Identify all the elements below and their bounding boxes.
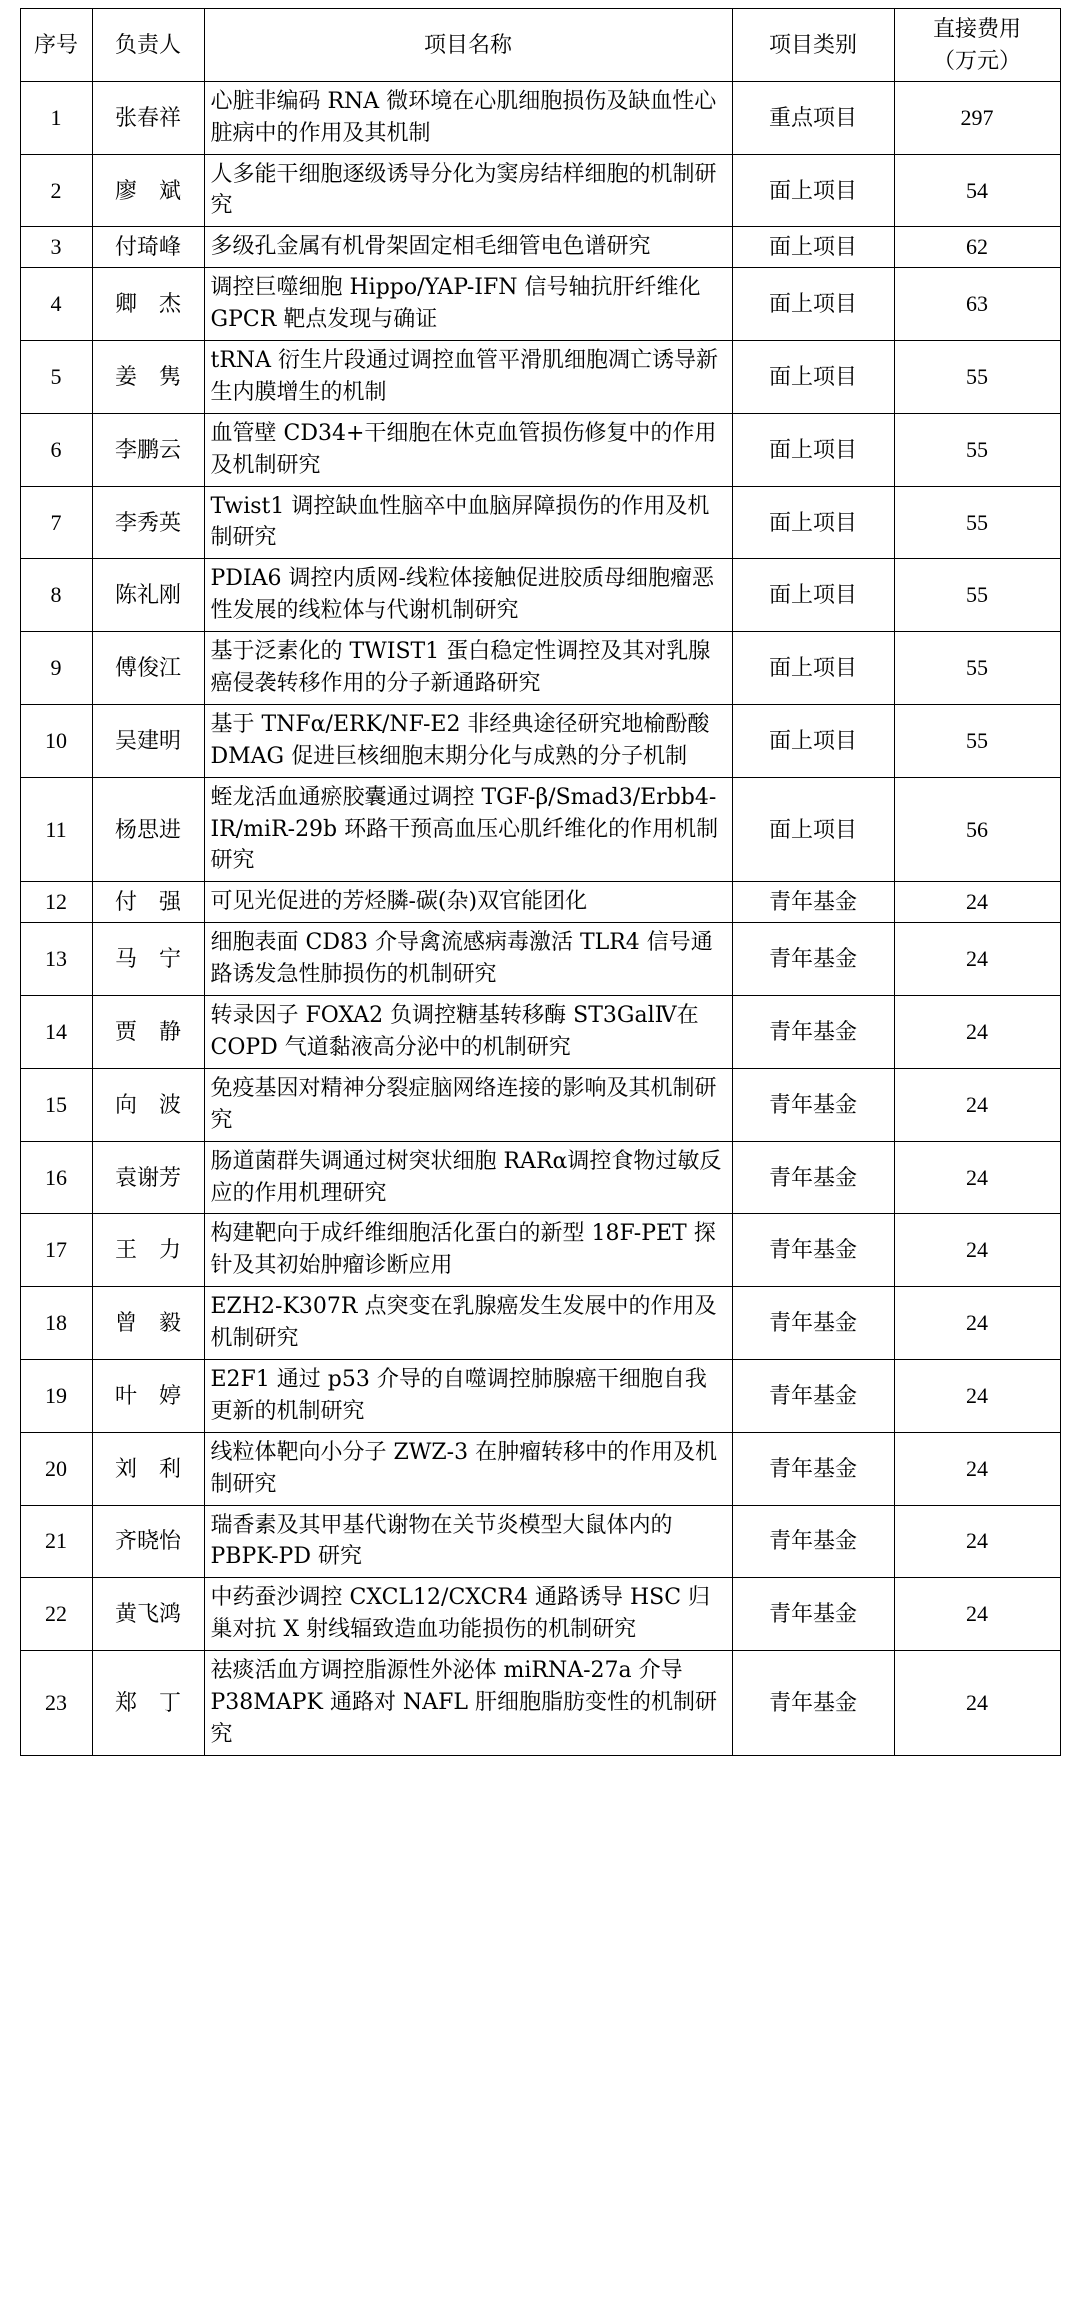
cell-funding: 24 — [894, 1068, 1060, 1141]
cell-seq: 14 — [20, 996, 92, 1069]
cell-project-name: 基于 TNFα/ERK/NF-E2 非经典途径研究地榆酚酸 DMAG 促进巨核细胞末期分化与成熟的分子机制 — [204, 704, 732, 777]
cell-seq: 20 — [20, 1432, 92, 1505]
cell-funding: 24 — [894, 882, 1060, 923]
table-row — [20, 413, 1060, 486]
cell-pi: 黄飞鸿 — [92, 1578, 204, 1651]
header-row — [20, 9, 1060, 82]
table-row — [20, 1359, 1060, 1432]
cell-project-type: 重点项目 — [732, 81, 894, 154]
cell-seq: 10 — [20, 704, 92, 777]
cell-project-type: 面上项目 — [732, 227, 894, 268]
table-body — [20, 81, 1060, 1755]
cell-funding: 55 — [894, 704, 1060, 777]
cell-pi: 陈礼刚 — [92, 559, 204, 632]
cell-pi: 傅俊江 — [92, 632, 204, 705]
cell-project-type: 青年基金 — [732, 1432, 894, 1505]
cell-project-name: 线粒体靶向小分子 ZWZ-3 在肿瘤转移中的作用及机制研究 — [204, 1432, 732, 1505]
column-header-direct-funding-line1: 直接费用 — [932, 16, 1021, 41]
cell-pi: 王 力 — [92, 1214, 204, 1287]
cell-project-name: EZH2-K307R 点突变在乳腺癌发生发展中的作用及机制研究 — [204, 1287, 732, 1360]
table-header — [20, 9, 1060, 82]
cell-project-name: Twist1 调控缺血性脑卒中血脑屏障损伤的作用及机制研究 — [204, 486, 732, 559]
cell-seq: 11 — [20, 777, 92, 882]
cell-project-type: 面上项目 — [732, 486, 894, 559]
cell-funding: 63 — [894, 268, 1060, 341]
cell-project-name: 心脏非编码 RNA 微环境在心肌细胞损伤及缺血性心脏病中的作用及其机制 — [204, 81, 732, 154]
cell-pi: 向 波 — [92, 1068, 204, 1141]
table-row — [20, 1068, 1060, 1141]
cell-pi: 卿 杰 — [92, 268, 204, 341]
cell-pi: 刘 利 — [92, 1432, 204, 1505]
table-row — [20, 1651, 1060, 1756]
column-header-project-type: 项目类别 — [732, 9, 894, 82]
table-row — [20, 559, 1060, 632]
table-row — [20, 1505, 1060, 1578]
cell-pi: 叶 婷 — [92, 1359, 204, 1432]
cell-project-name: 可见光促进的芳烃膦-碳(杂)双官能团化 — [204, 882, 732, 923]
table-row — [20, 632, 1060, 705]
cell-funding: 24 — [894, 1578, 1060, 1651]
cell-seq: 5 — [20, 341, 92, 414]
cell-project-name: tRNA 衍生片段通过调控血管平滑肌细胞凋亡诱导新生内膜增生的机制 — [204, 341, 732, 414]
grant-project-table — [20, 8, 1061, 1756]
cell-project-name: 免疫基因对精神分裂症脑网络连接的影响及其机制研究 — [204, 1068, 732, 1141]
cell-funding: 24 — [894, 1141, 1060, 1214]
cell-project-name: 细胞表面 CD83 介导禽流感病毒激活 TLR4 信号通路诱发急性肺损伤的机制研究 — [204, 923, 732, 996]
cell-project-name: 调控巨噬细胞 Hippo/YAP-IFN 信号轴抗肝纤维化 GPCR 靶点发现与确证 — [204, 268, 732, 341]
cell-seq: 19 — [20, 1359, 92, 1432]
cell-project-name: 血管壁 CD34+干细胞在休克血管损伤修复中的作用及机制研究 — [204, 413, 732, 486]
cell-seq: 4 — [20, 268, 92, 341]
cell-project-type: 青年基金 — [732, 1214, 894, 1287]
cell-funding: 24 — [894, 996, 1060, 1069]
column-header-principal-investigator: 负责人 — [92, 9, 204, 82]
cell-project-name: 肠道菌群失调通过树突状细胞 RARα调控食物过敏反应的作用机理研究 — [204, 1141, 732, 1214]
cell-project-name: 瑞香素及其甲基代谢物在关节炎模型大鼠体内的 PBPK-PD 研究 — [204, 1505, 732, 1578]
cell-seq: 1 — [20, 81, 92, 154]
cell-project-type: 青年基金 — [732, 1359, 894, 1432]
cell-pi: 齐晓怡 — [92, 1505, 204, 1578]
cell-seq: 13 — [20, 923, 92, 996]
cell-seq: 7 — [20, 486, 92, 559]
cell-project-type: 面上项目 — [732, 154, 894, 227]
cell-funding: 24 — [894, 1359, 1060, 1432]
cell-seq: 21 — [20, 1505, 92, 1578]
cell-pi: 姜 隽 — [92, 341, 204, 414]
cell-project-type: 青年基金 — [732, 882, 894, 923]
cell-pi: 马 宁 — [92, 923, 204, 996]
cell-pi: 袁谢芳 — [92, 1141, 204, 1214]
table-row — [20, 923, 1060, 996]
cell-seq: 23 — [20, 1651, 92, 1756]
cell-funding: 56 — [894, 777, 1060, 882]
cell-pi: 付琦峰 — [92, 227, 204, 268]
table-row — [20, 341, 1060, 414]
cell-project-type: 面上项目 — [732, 268, 894, 341]
table-row — [20, 154, 1060, 227]
cell-pi: 张春祥 — [92, 81, 204, 154]
cell-pi: 杨思进 — [92, 777, 204, 882]
cell-funding: 55 — [894, 559, 1060, 632]
column-header-project-name: 项目名称 — [204, 9, 732, 82]
cell-project-type: 面上项目 — [732, 413, 894, 486]
table-row — [20, 81, 1060, 154]
cell-funding: 55 — [894, 632, 1060, 705]
cell-funding: 24 — [894, 1214, 1060, 1287]
cell-funding: 297 — [894, 81, 1060, 154]
cell-project-name: 基于泛素化的 TWIST1 蛋白稳定性调控及其对乳腺癌侵袭转移作用的分子新通路研究 — [204, 632, 732, 705]
cell-funding: 55 — [894, 413, 1060, 486]
table-row — [20, 704, 1060, 777]
cell-funding: 24 — [894, 1505, 1060, 1578]
cell-funding: 54 — [894, 154, 1060, 227]
cell-pi: 郑 丁 — [92, 1651, 204, 1756]
cell-project-name: 蛭龙活血通瘀胶囊通过调控 TGF-β/Smad3/Erbb4-IR/miR-29b 环路干预高血压心肌纤维化的作用机制研究 — [204, 777, 732, 882]
cell-project-type: 青年基金 — [732, 1505, 894, 1578]
cell-project-type: 面上项目 — [732, 341, 894, 414]
cell-seq: 16 — [20, 1141, 92, 1214]
cell-seq: 22 — [20, 1578, 92, 1651]
column-header-direct-funding-unit: （万元） — [932, 47, 1021, 73]
table-row — [20, 227, 1060, 268]
table-row — [20, 996, 1060, 1069]
cell-funding: 24 — [894, 923, 1060, 996]
cell-funding: 24 — [894, 1651, 1060, 1756]
cell-seq: 6 — [20, 413, 92, 486]
cell-project-name: 人多能干细胞逐级诱导分化为窦房结样细胞的机制研究 — [204, 154, 732, 227]
cell-funding: 24 — [894, 1432, 1060, 1505]
table-row — [20, 1432, 1060, 1505]
cell-project-type: 面上项目 — [732, 704, 894, 777]
cell-project-type: 青年基金 — [732, 1651, 894, 1756]
cell-project-type: 青年基金 — [732, 1141, 894, 1214]
table-row — [20, 777, 1060, 882]
cell-pi: 李鹏云 — [92, 413, 204, 486]
table-row — [20, 882, 1060, 923]
cell-project-type: 面上项目 — [732, 777, 894, 882]
column-header-direct-funding — [894, 9, 1060, 82]
cell-seq: 18 — [20, 1287, 92, 1360]
table-row — [20, 1287, 1060, 1360]
table-row — [20, 486, 1060, 559]
cell-project-type: 面上项目 — [732, 632, 894, 705]
cell-project-type: 青年基金 — [732, 1578, 894, 1651]
cell-funding: 55 — [894, 486, 1060, 559]
cell-project-name: 多级孔金属有机骨架固定相毛细管电色谱研究 — [204, 227, 732, 268]
cell-project-type: 青年基金 — [732, 923, 894, 996]
cell-funding: 62 — [894, 227, 1060, 268]
cell-project-name: 中药蚕沙调控 CXCL12/CXCR4 通路诱导 HSC 归巢对抗 X 射线辐致造血功能损伤的机制研究 — [204, 1578, 732, 1651]
cell-seq: 9 — [20, 632, 92, 705]
cell-pi: 李秀英 — [92, 486, 204, 559]
table-row — [20, 268, 1060, 341]
cell-project-name: PDIA6 调控内质网-线粒体接触促进胶质母细胞瘤恶性发展的线粒体与代谢机制研究 — [204, 559, 732, 632]
cell-project-name: E2F1 通过 p53 介导的自噬调控肺腺癌干细胞自我更新的机制研究 — [204, 1359, 732, 1432]
cell-seq: 3 — [20, 227, 92, 268]
cell-seq: 8 — [20, 559, 92, 632]
cell-pi: 贾 静 — [92, 996, 204, 1069]
cell-project-name: 转录因子 FOXA2 负调控糖基转移酶 ST3GalⅣ在 COPD 气道黏液高分泌中的机制研究 — [204, 996, 732, 1069]
cell-project-name: 构建靶向于成纤维细胞活化蛋白的新型 18F-PET 探针及其初始肿瘤诊断应用 — [204, 1214, 732, 1287]
column-header-seq: 序号 — [20, 9, 92, 82]
table-row — [20, 1214, 1060, 1287]
cell-pi: 付 强 — [92, 882, 204, 923]
cell-seq: 12 — [20, 882, 92, 923]
cell-pi: 曾 毅 — [92, 1287, 204, 1360]
table-row — [20, 1578, 1060, 1651]
cell-project-type: 青年基金 — [732, 1068, 894, 1141]
cell-project-type: 青年基金 — [732, 1287, 894, 1360]
cell-project-type: 青年基金 — [732, 996, 894, 1069]
table-row — [20, 1141, 1060, 1214]
cell-seq: 15 — [20, 1068, 92, 1141]
cell-funding: 24 — [894, 1287, 1060, 1360]
cell-seq: 2 — [20, 154, 92, 227]
cell-project-name: 祛痰活血方调控脂源性外泌体 miRNA-27a 介导 P38MAPK 通路对 NAFL 肝细胞脂肪变性的机制研究 — [204, 1651, 732, 1756]
cell-project-type: 面上项目 — [732, 559, 894, 632]
cell-pi: 廖 斌 — [92, 154, 204, 227]
cell-funding: 55 — [894, 341, 1060, 414]
cell-pi: 吴建明 — [92, 704, 204, 777]
cell-seq: 17 — [20, 1214, 92, 1287]
